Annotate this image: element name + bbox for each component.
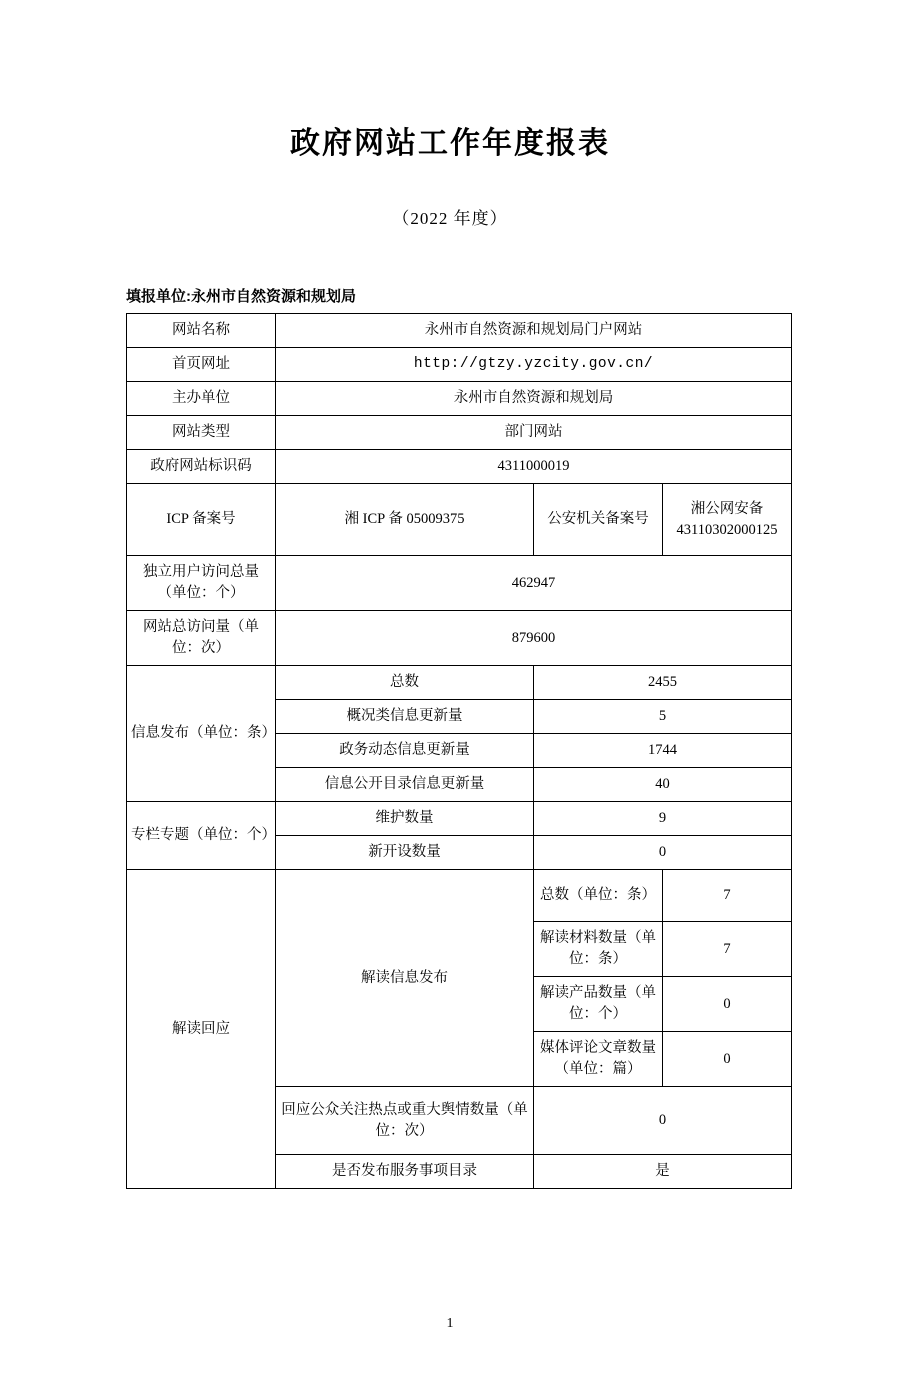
site-name-label: 网站名称 xyxy=(127,314,276,348)
page-subtitle: （2022 年度） xyxy=(392,209,508,228)
info-publish-item-name: 信息公开目录信息更新量 xyxy=(276,768,534,802)
interpretation-item-name: 媒体评论文章数量（单位：篇） xyxy=(534,1032,663,1087)
response-hot-value: 0 xyxy=(534,1087,792,1155)
document-page xyxy=(0,118,900,1390)
interpretation-label: 解读回应 xyxy=(127,870,276,1189)
host-value: 永州市自然资源和规划局 xyxy=(276,382,792,416)
site-type-label: 网站类型 xyxy=(127,416,276,450)
table-row xyxy=(127,870,792,922)
info-publish-item-name: 总数 xyxy=(276,666,534,700)
site-code-label: 政府网站标识码 xyxy=(127,450,276,484)
table-row xyxy=(127,348,792,382)
table-row xyxy=(127,450,792,484)
column-topic-item-value: 9 xyxy=(534,802,792,836)
info-publish-item-value: 40 xyxy=(534,768,792,802)
info-publish-item-value: 1744 xyxy=(534,734,792,768)
table-row xyxy=(127,556,792,611)
total-visits-value: 879600 xyxy=(276,611,792,666)
interpretation-item-value: 0 xyxy=(663,977,792,1032)
table-row xyxy=(127,382,792,416)
response-hot-label: 回应公众关注热点或重大舆情数量（单位：次） xyxy=(276,1087,534,1155)
table-row xyxy=(127,611,792,666)
annual-report-table xyxy=(126,313,792,1189)
table-row xyxy=(127,484,792,556)
table-row xyxy=(127,314,792,348)
service-catalog-value: 是 xyxy=(534,1155,792,1189)
police-record-label: 公安机关备案号 xyxy=(534,484,663,556)
info-publish-item-value: 5 xyxy=(534,700,792,734)
icp-label: ICP 备案号 xyxy=(127,484,276,556)
police-record-value: 湘公网安备 43110302000125 xyxy=(663,484,792,556)
interpretation-item-value: 7 xyxy=(663,922,792,977)
interpretation-item-value: 0 xyxy=(663,1032,792,1087)
site-name-value: 永州市自然资源和规划局门户网站 xyxy=(276,314,792,348)
interpretation-publish-label: 解读信息发布 xyxy=(276,870,534,1087)
site-code-value: 4311000019 xyxy=(276,450,792,484)
table-row xyxy=(127,802,792,836)
page-number: 1 xyxy=(446,1316,454,1331)
interpretation-item-name: 解读材料数量（单位：条） xyxy=(534,922,663,977)
column-topic-label: 专栏专题（单位：个） xyxy=(127,802,276,870)
info-publish-item-name: 概况类信息更新量 xyxy=(276,700,534,734)
homepage-label: 首页网址 xyxy=(127,348,276,382)
icp-value: 湘 ICP 备 05009375 xyxy=(276,484,534,556)
column-topic-item-name: 新开设数量 xyxy=(276,836,534,870)
page-title: 政府网站工作年度报表 xyxy=(290,127,610,160)
service-catalog-label: 是否发布服务事项目录 xyxy=(276,1155,534,1189)
table-row xyxy=(127,416,792,450)
info-publish-item-value: 2455 xyxy=(534,666,792,700)
unique-visitors-value: 462947 xyxy=(276,556,792,611)
column-topic-item-name: 维护数量 xyxy=(276,802,534,836)
homepage-value: http://gtzy.yzcity.gov.cn/ xyxy=(276,348,792,382)
interpretation-item-name: 总数（单位：条） xyxy=(534,870,663,922)
site-type-value: 部门网站 xyxy=(276,416,792,450)
interpretation-item-value: 7 xyxy=(663,870,792,922)
info-publish-label: 信息发布（单位：条） xyxy=(127,666,276,802)
interpretation-item-name: 解读产品数量（单位：个） xyxy=(534,977,663,1032)
unique-visitors-label: 独立用户访问总量（单位：个） xyxy=(127,556,276,611)
column-topic-item-value: 0 xyxy=(534,836,792,870)
host-label: 主办单位 xyxy=(127,382,276,416)
total-visits-label: 网站总访问量（单位：次） xyxy=(127,611,276,666)
filler-unit-label: 填报单位:永州市自然资源和规划局 xyxy=(126,288,356,305)
info-publish-item-name: 政务动态信息更新量 xyxy=(276,734,534,768)
table-row xyxy=(127,666,792,700)
